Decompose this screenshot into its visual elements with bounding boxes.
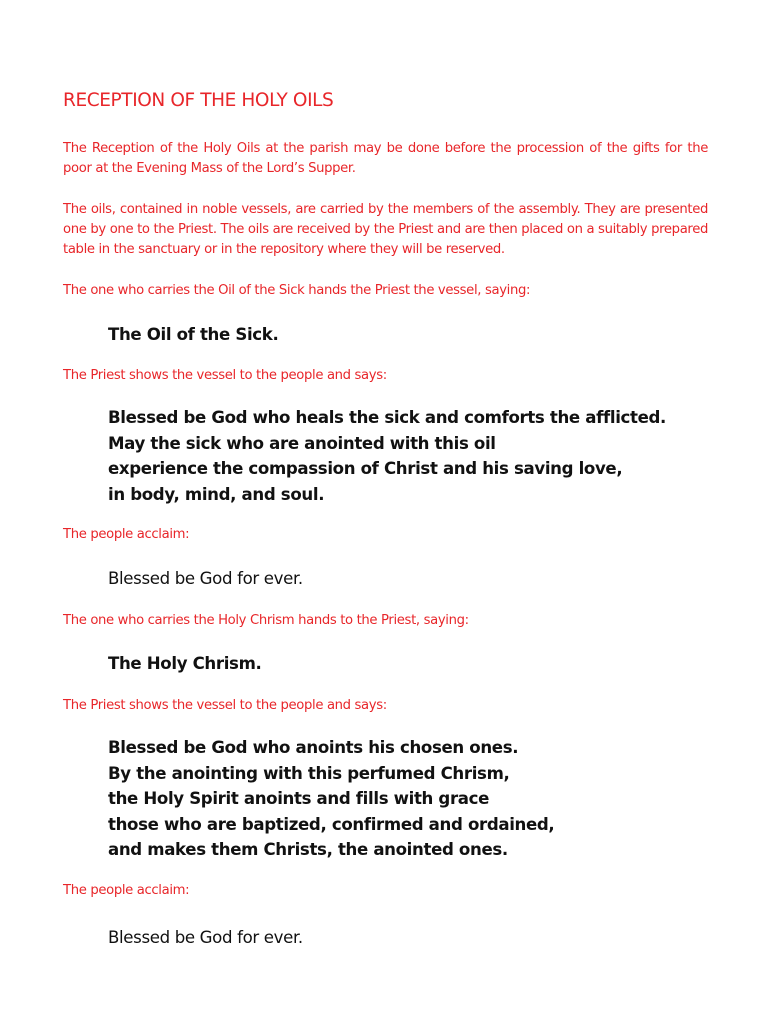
rubric-sick-people: The people acclaim: bbox=[63, 527, 190, 542]
prayer-line: experience the compassion of Christ and his saving love, bbox=[108, 459, 623, 478]
prayer-line: those who are baptized, confirmed and ordained, bbox=[108, 814, 555, 834]
intro-paragraph-2: The oils, contained in noble vessels, are carried by the members of the assembly. They are presented one by one to the Priest. The oils are received by the Priest and are then placed on a suitably prepared table in the sanctuary or in the repository where they will be reserved. bbox=[63, 202, 708, 257]
chrism-priest-prayer bbox=[108, 735, 554, 863]
prayer-line: By the anointing with this perfumed Chrism, bbox=[108, 763, 510, 783]
rubric-sick-carrier: The one who carries the Oil of the Sick hands the Priest the vessel, saying: bbox=[63, 283, 531, 298]
page-title: RECEPTION OF THE HOLY OILS bbox=[63, 90, 334, 111]
sick-people-acclamation: Blessed be God for ever. bbox=[108, 569, 303, 588]
prayer-line: Blessed be God who anoints his chosen ones. bbox=[108, 738, 519, 757]
prayer-line: in body, mind, and soul. bbox=[108, 484, 325, 504]
prayer-line: May the sick who are anointed with this oil bbox=[108, 433, 496, 453]
prayer-line: Blessed be God who heals the sick and comforts the afflicted. bbox=[108, 408, 666, 427]
intro-paragraph-1: The Reception of the Holy Oils at the parish may be done before the procession of the gifts for the poor at the Evening Mass of the Lord’s Supper. bbox=[63, 141, 708, 176]
rubric-chrism-priest: The Priest shows the vessel to the people and says: bbox=[63, 698, 387, 713]
rubric-chrism-carrier: The one who carries the Holy Chrism hands to the Priest, saying: bbox=[63, 613, 469, 628]
chrism-people-acclamation: Blessed be God for ever. bbox=[108, 928, 303, 947]
chrism-carrier-words: The Holy Chrism. bbox=[108, 654, 262, 673]
sick-priest-prayer bbox=[108, 405, 666, 507]
prayer-line: and makes them Christs, the anointed ones. bbox=[108, 840, 508, 859]
rubric-chrism-people: The people acclaim: bbox=[63, 883, 190, 898]
prayer-line: the Holy Spirit anoints and fills with grace bbox=[108, 789, 490, 808]
sick-carrier-words: The Oil of the Sick. bbox=[108, 325, 279, 344]
rubric-sick-priest: The Priest shows the vessel to the people and says: bbox=[63, 368, 387, 383]
